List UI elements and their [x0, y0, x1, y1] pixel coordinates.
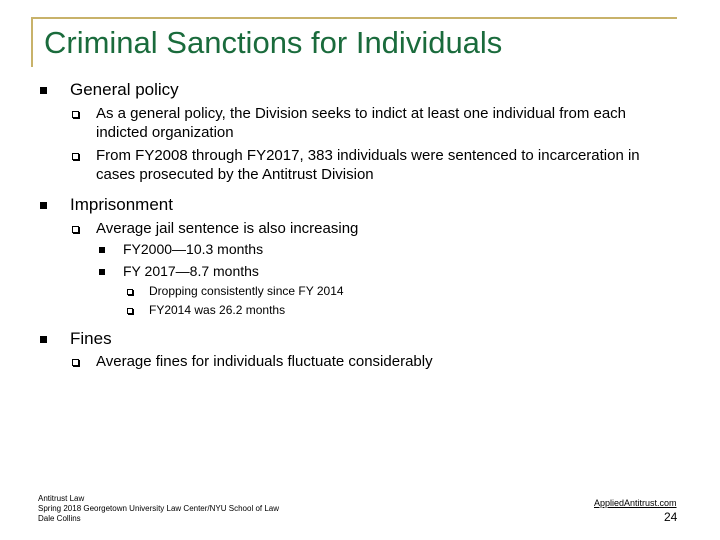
bullet-hollow-square [72, 359, 79, 366]
bullet-hollow-square [127, 289, 133, 295]
policy-point-1-line-1: As a general policy, the Division seeks to indict at least one individual from each [96, 105, 627, 122]
bullet-square [40, 202, 47, 209]
imprisonment-subpoint-1: FY2000—10.3 months [123, 241, 264, 257]
footer-line-1: Antitrust Law [38, 494, 85, 503]
footer-website-link[interactable]: AppliedAntitrust.com [594, 498, 677, 508]
bullet-square [99, 269, 105, 275]
footer-course-info [38, 494, 279, 524]
policy-point-2-line-2: cases prosecuted by the Antitrust Division [96, 166, 374, 183]
fines-point: Average fines for individuals fluctuate considerably [96, 353, 433, 370]
imprisonment-subpoint-2: FY 2017—8.7 months [123, 263, 259, 279]
title-frame-left [31, 17, 33, 67]
imprisonment-detail-1: Dropping consistently since FY 2014 [149, 284, 344, 298]
imprisonment-detail-2: FY2014 was 26.2 months [149, 303, 286, 317]
imprisonment-point: Average jail sentence is also increasing [96, 220, 359, 237]
page-number: 24 [664, 510, 678, 524]
bullet-hollow-square [72, 226, 79, 233]
heading-general-policy: General policy [70, 80, 179, 99]
policy-point-2-line-1: From FY2008 through FY2017, 383 individuals were sentenced to incarceration in [96, 147, 640, 164]
bullet-hollow-square [72, 153, 79, 160]
title-frame-top [31, 17, 677, 19]
bullet-hollow-square [72, 111, 79, 118]
slide-title: Criminal Sanctions for Individuals [44, 25, 503, 60]
footer-line-2: Spring 2018 Georgetown University Law Center/NYU School of Law [38, 504, 280, 513]
bullet-square [40, 87, 47, 94]
heading-fines: Fines [70, 329, 112, 348]
footer-line-3: Dale Collins [38, 514, 81, 523]
bullet-square [99, 247, 105, 253]
heading-imprisonment: Imprisonment [70, 195, 173, 214]
bullet-square [40, 336, 47, 343]
policy-point-1-line-2: indicted organization [96, 124, 234, 141]
bullet-hollow-square [127, 308, 133, 314]
